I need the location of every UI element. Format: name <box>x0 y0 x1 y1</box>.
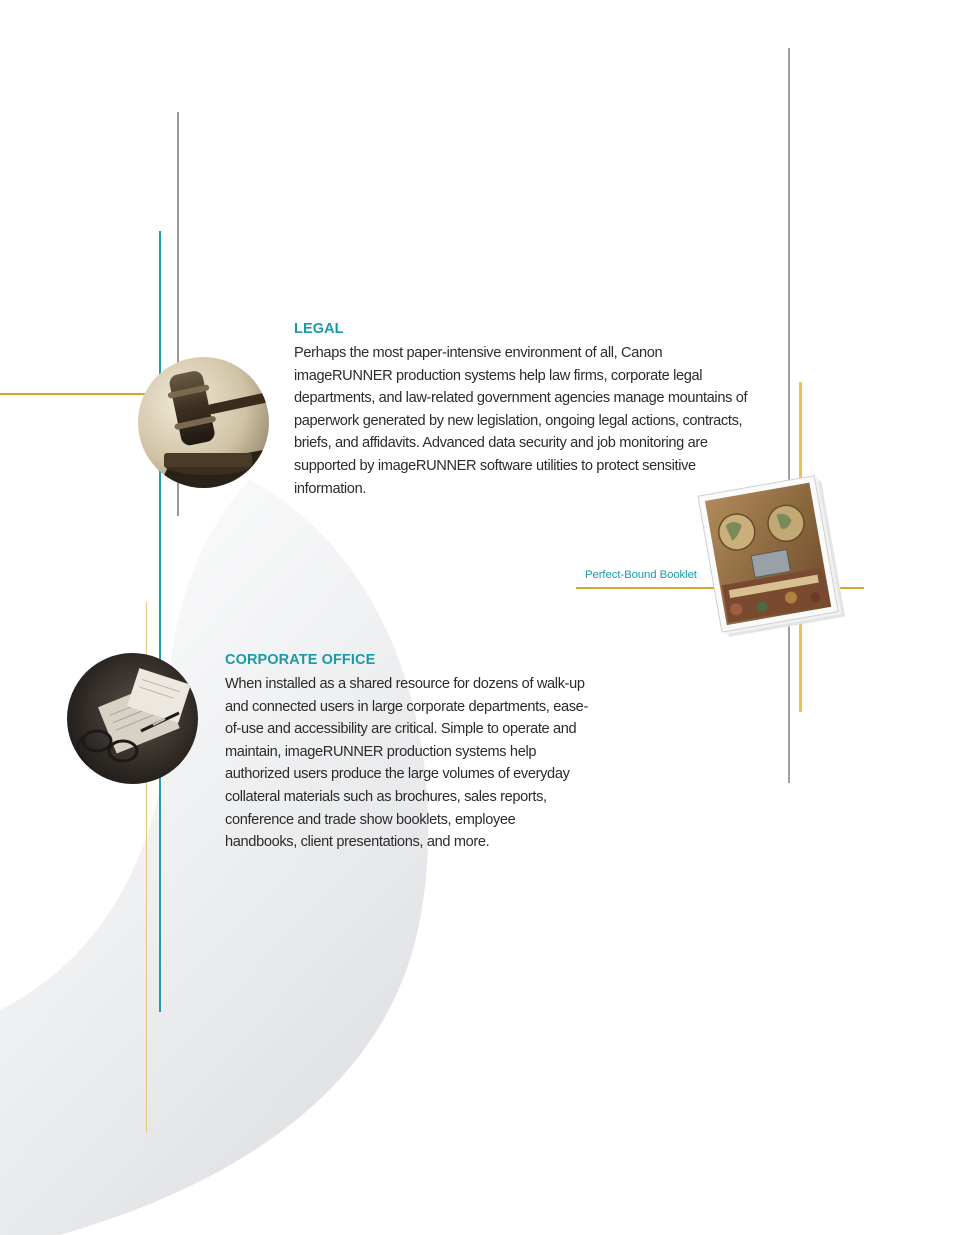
perfect-bound-booklet-image <box>693 468 853 638</box>
legal-photo <box>138 357 269 488</box>
world-map-booklet-icon <box>693 468 853 638</box>
legal-heading: LEGAL <box>294 321 344 337</box>
corporate-body: When installed as a shared resource for dozens of walk-up and connected users in large corporate departments, ease-of-use and accessibility are critical. Simple to operate and maintain, imageRUNNER production systems help authorized users produce the large volumes of everyday collateral materials such as brochures, sales reports, conference and trade show booklets, employee handbooks, client presentations, and more. <box>225 676 588 851</box>
gold-horizontal-rule-legal <box>0 393 148 395</box>
booklet-caption: Perfect-Bound Booklet <box>585 569 697 581</box>
gavel-icon <box>138 357 269 488</box>
gray-vertical-rule-right <box>788 48 790 783</box>
teal-vertical-rule <box>159 231 161 1012</box>
corporate-heading: CORPORATE OFFICE <box>225 652 376 668</box>
corporate-photo <box>67 653 198 784</box>
legal-body: Perhaps the most paper-intensive environment of all, Canon imageRUNNER production systems help law firms, corporate legal departments, and law-related government agencies manage mountains of paperwork generated by new legislation, ongoing legal actions, contracts, briefs, and affidavits. Advanced data security and job monitoring are supported by imageRUNNER software utilities to protect sensitive information. <box>294 345 748 497</box>
desk-papers-glasses-icon <box>67 653 198 784</box>
